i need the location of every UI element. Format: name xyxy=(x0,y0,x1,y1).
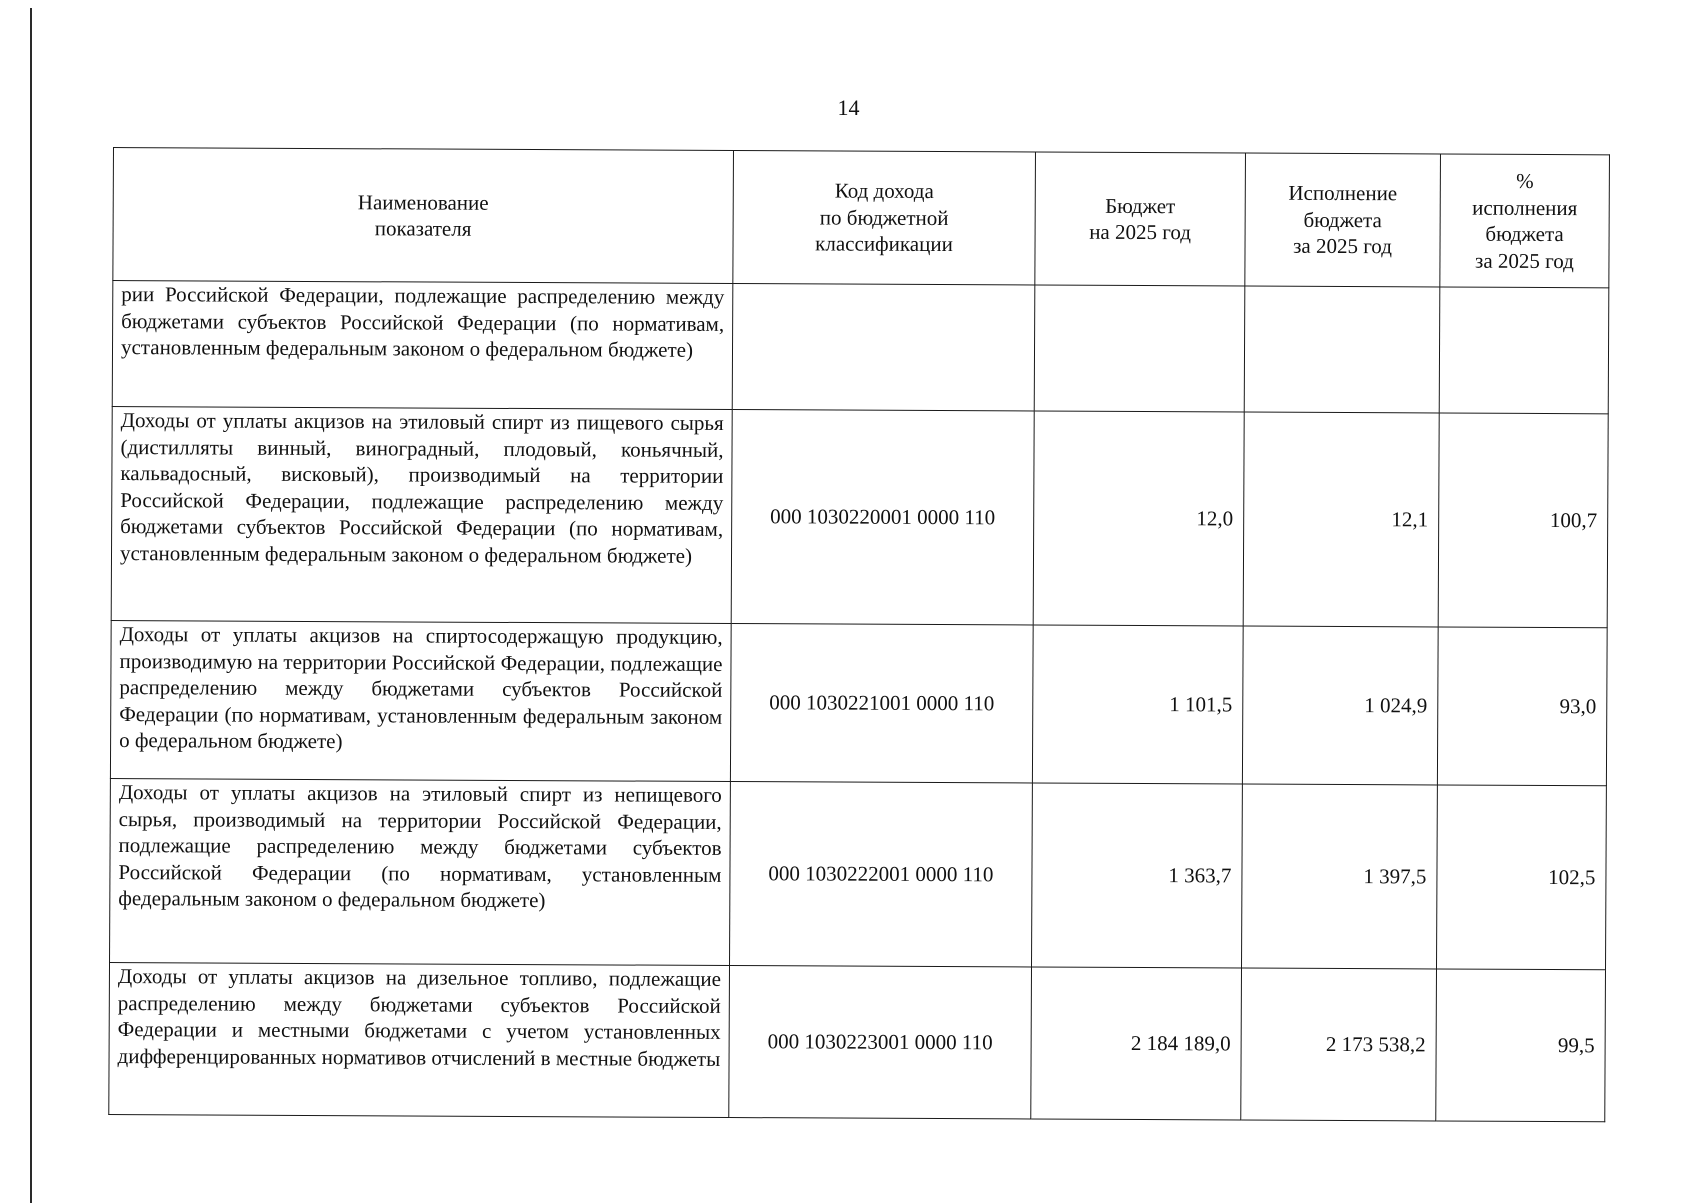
row-code: 000 1030220001 0000 110 xyxy=(731,410,1034,625)
row-code: 000 1030222001 0000 110 xyxy=(730,782,1033,967)
row-code: 000 1030223001 0000 110 xyxy=(729,966,1032,1119)
header-execution-line: за 2025 год xyxy=(1293,234,1392,259)
header-name xyxy=(113,148,734,284)
header-budget-line: на 2025 год xyxy=(1089,219,1192,245)
header-execution-line: бюджета xyxy=(1303,207,1382,232)
row-budget: 2 184 189,0 xyxy=(1031,967,1242,1120)
header-percent-line: бюджета xyxy=(1485,221,1564,247)
header-percent-line: за 2025 год xyxy=(1474,248,1574,273)
row-percent: 99,5 xyxy=(1436,969,1606,1122)
row-budget: 12,0 xyxy=(1033,411,1244,626)
row-code xyxy=(732,284,1035,411)
row-code: 000 1030221001 0000 110 xyxy=(730,624,1033,783)
header-budget xyxy=(1035,152,1246,286)
row-execution xyxy=(1244,286,1440,413)
header-name-line: показателя xyxy=(374,216,472,241)
header-name-line: Наименование xyxy=(357,189,489,215)
row-name: Доходы от уплаты акцизов на этиловый спирт из пищевого сырья (дистилляты винный, виноградный, плодовый, коньячный, кальвадосный, висковый), производимый на территории Российской Федерации, подлежащие распределению между бюджетами субъектов Российской Федерации (по нормативам, установленным федеральным законом о федеральном бюджете) xyxy=(111,406,732,623)
page-number: 14 xyxy=(837,95,860,120)
header-code xyxy=(733,151,1036,285)
row-name: Доходы от уплаты акцизов на этиловый спирт из непищевого сырья, производимый на территории Российской Федерации, подлежащие распределению между бюджетами субъектов Российской Федерации (по нормативам, установленным федеральным законом о федеральном бюджете) xyxy=(110,778,731,965)
table-row xyxy=(110,778,1607,969)
row-name: Доходы от уплаты акцизов на спиртосодержащую продукцию, производимую на территории Российской Федерации, подлежащие распределению между бюджетами субъектов Российской Федерации (по нормативам, установленным федеральным законом о федеральном бюджете) xyxy=(110,620,731,781)
header-execution-line: Исполнение xyxy=(1288,180,1398,206)
row-percent: 102,5 xyxy=(1436,785,1606,970)
header-percent-line: % xyxy=(1516,168,1534,193)
header-code-line: по бюджетной xyxy=(819,205,949,230)
table-row xyxy=(109,962,1606,1121)
row-percent: 93,0 xyxy=(1437,627,1607,786)
row-execution: 12,1 xyxy=(1243,412,1439,627)
row-execution: 1 397,5 xyxy=(1242,784,1438,969)
revenue-table xyxy=(108,147,1610,1122)
table-row xyxy=(110,620,1607,785)
row-percent xyxy=(1439,287,1609,414)
header-code-line: Код дохода xyxy=(834,178,934,204)
row-budget: 1 363,7 xyxy=(1032,783,1243,968)
table-row xyxy=(111,406,1608,627)
header-budget-line: Бюджет xyxy=(1105,193,1176,218)
row-name: рии Российской Федерации, подлежащие распределению между бюджетами субъектов Российской Федерации (по нормативам, установленным федеральным законом о федеральном бюджете) xyxy=(112,281,733,410)
header-code-line: классификации xyxy=(815,231,953,257)
row-name: Доходы от уплаты акцизов на дизельное топливо, подлежащие распределению между бюджетами субъектов Российской Федерации и местными бюджетами с учетом установленных дифференцированных нормативов отчислений в местные бюджеты xyxy=(109,962,730,1117)
header-percent-line: исполнения xyxy=(1472,195,1578,220)
row-execution: 2 173 538,2 xyxy=(1241,968,1437,1121)
header-execution xyxy=(1245,153,1441,287)
row-budget xyxy=(1034,285,1245,412)
row-execution: 1 024,9 xyxy=(1242,626,1438,785)
page-margin-line xyxy=(30,8,32,1203)
row-budget: 1 101,5 xyxy=(1032,625,1243,784)
table-row xyxy=(112,281,1609,414)
row-percent: 100,7 xyxy=(1438,413,1608,628)
header-percent xyxy=(1440,154,1610,288)
table-header-row xyxy=(113,148,1610,288)
